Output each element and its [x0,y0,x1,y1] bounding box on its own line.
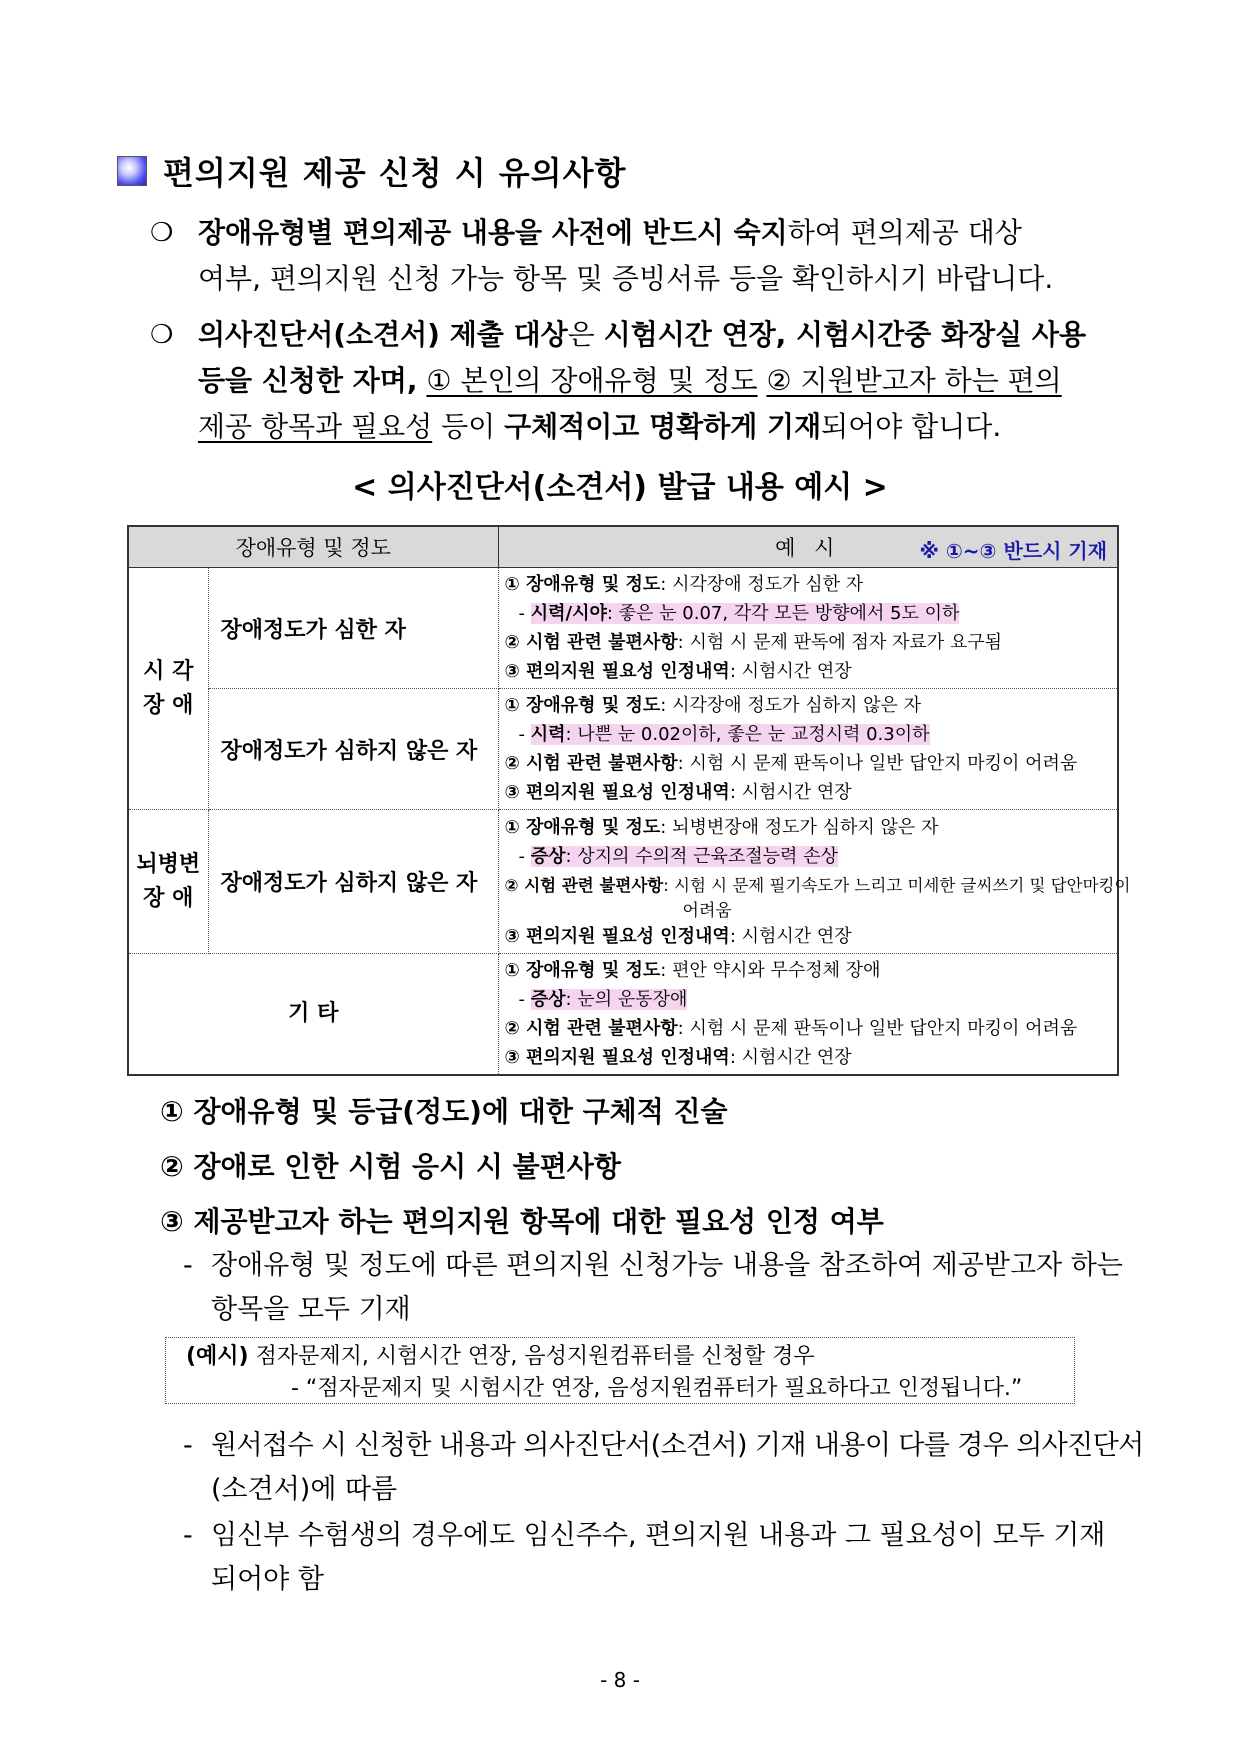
p2-rest1: 은 [567,318,604,351]
p2-bold1: 의사진단서(소견서) 제출 대상 [198,318,568,351]
r2-l2-text: : 나쁜 눈 0.02이하, 좋은 눈 교정시력 0.3이하 [565,724,930,745]
category-visual-line1: 시 각 [143,658,194,684]
category-brain-line2: 장 애 [143,885,194,911]
square-bullet-icon [117,156,147,186]
header-note: ※ ①~③ 반드시 기재 [919,539,1108,563]
r2-l3-text: : 시험 시 문제 판독이나 일반 답안지 마킹이 어려움 [677,753,1078,774]
detail-visual-mild [498,689,1118,810]
r1-l2-dash: - [518,603,531,624]
r3-l3-label: ② 시험 관련 불편사항 [504,875,664,895]
r4-l4-label: ③ 편의지원 필요성 인정내역 [504,1047,730,1068]
r2-l4-text: : 시험시간 연장 [729,782,852,803]
r4-l4-text: : 시험시간 연장 [729,1047,852,1068]
paragraph-1 [150,210,1130,302]
dash2-line2: (소견서)에 따름 [211,1474,398,1505]
p2-underline2b: 제공 항목과 필요성 [198,410,433,443]
r2-l4-label: ③ 편의지원 필요성 인정내역 [504,782,730,803]
example-title: < 의사진단서(소견서) 발급 내용 예시 > [352,470,888,505]
r3-l2-text: : 상지의 수의적 근육조절능력 손상 [565,845,838,867]
category-visual [128,568,208,810]
r3-l4-label: ③ 편의지원 필요성 인정내역 [504,925,730,947]
section-title [117,148,626,194]
degree-mild: 장애정도가 심하지 않은 자 [208,689,498,810]
p1-rest: 하여 편의제공 대상 [787,216,1022,249]
table-row [128,954,1118,1076]
example-box [165,1337,1075,1404]
p2-rest2: 등이 [432,410,505,443]
dash-mark: - [183,1520,193,1551]
r1-l4-label: ③ 편의지원 필요성 인정내역 [504,661,730,682]
item-2: ② 장애로 인한 시험 응시 시 불편사항 [160,1150,621,1183]
dash-item-2 [183,1424,1144,1512]
dash-item-1 [183,1244,1133,1332]
dash3-line2: 되어야 함 [211,1564,324,1595]
category-other: 기 타 [128,954,498,1076]
p1-line2: 여부, 편의지원 신청 가능 항목 및 증빙서류 등을 확인하시기 바랍니다. [198,262,1054,295]
r4-l3-label: ② 시험 관련 불편사항 [504,1018,678,1039]
circle-bullet-icon: ❍ [150,320,174,350]
r3-l2-label: 증상 [530,845,566,867]
p2-bold3: 등을 신청한 자며, [198,364,418,397]
example-box-line2: - “점자문제지 및 시험시간 연장, 음성지원컴퓨터가 필요하다고 인정됩니다.” [291,1376,1023,1401]
r2-l1-label: ① 장애유형 및 정도 [504,695,661,716]
r4-l2-text: : 눈의 운동장애 [565,989,688,1010]
table-header-row [128,526,1118,568]
header-example-label: 예 시 [775,536,841,560]
r3-l3-cont: 어려움 [682,900,732,921]
dash-mark: - [183,1250,193,1281]
example-box-label: (예시) [186,1344,249,1369]
page-number: - 8 - [600,1668,640,1692]
r4-l3-text: : 시험 시 문제 판독이나 일반 답안지 마킹이 어려움 [677,1018,1078,1039]
detail-visual-severe [498,568,1118,689]
p2-bold2: 시험시간 연장, 시험시간중 화장실 사용 [603,318,1087,351]
dash1-line2: 항목을 모두 기재 [211,1294,411,1325]
header-type-degree: 장애유형 및 정도 [128,526,498,568]
p2-bold4: 구체적이고 명확하게 기재 [504,410,822,443]
header-example [498,526,1118,568]
table-row [128,568,1118,689]
r2-l2-dash: - [518,724,531,745]
r3-l2-dash: - [518,845,531,867]
p2-rest3: 되어야 합니다. [821,410,1002,443]
r1-l3-text: : 시험 시 문제 판독에 점자 자료가 요구됨 [677,632,1002,653]
r3-l1-text: : 뇌병변장애 정도가 심하지 않은 자 [660,816,939,838]
r1-l2-label: 시력/시야 [530,603,607,624]
dash2-line1: 원서접수 시 신청한 내용과 의사진단서(소견서) 기재 내용이 다를 경우 의사진단서 [211,1430,1144,1461]
r4-l1-text: : 편안 약시와 무수정체 장애 [660,960,881,981]
r3-l1-label: ① 장애유형 및 정도 [504,816,661,838]
dash-item-3 [183,1514,1133,1602]
dash-mark: - [183,1430,193,1461]
r3-l4-text: : 시험시간 연장 [729,925,852,947]
item-1: ① 장애유형 및 등급(정도)에 대한 구체적 진술 [160,1095,728,1128]
r2-l2-label: 시력 [530,724,566,745]
p2-underline1: ① 본인의 장애유형 및 정도 [426,364,758,397]
r3-l3-text: : 시험 시 문제 필기속도가 느리고 미세한 글씨쓰기 및 답안마킹이 [663,875,1131,895]
item-3: ③ 제공받고자 하는 편의지원 항목에 대한 필요성 인정 여부 [160,1205,884,1238]
r2-l3-label: ② 시험 관련 불편사항 [504,753,678,774]
dash1-line1: 장애유형 및 정도에 따른 편의지원 신청가능 내용을 참조하여 제공받고자 하는 [211,1250,1123,1281]
r4-l1-label: ① 장애유형 및 정도 [504,960,661,981]
detail-other [498,954,1118,1076]
detail-brain [498,810,1131,954]
table-row [128,689,1118,810]
degree-brain: 장애정도가 심하지 않은 자 [208,810,498,954]
category-brain-line1: 뇌병변 [136,851,201,877]
r1-l3-label: ② 시험 관련 불편사항 [504,632,678,653]
table-row [128,810,1118,954]
r2-l1-text: : 시각장애 정도가 심하지 않은 자 [660,695,921,716]
category-visual-line2: 장 애 [143,692,194,718]
r1-l4-text: : 시험시간 연장 [729,661,852,682]
section-title-text: 편의지원 제공 신청 시 유의사항 [163,154,627,192]
p2-underline2: ② 지원받고자 하는 편의 [766,364,1062,397]
category-brain [128,810,208,954]
r1-l1-label: ① 장애유형 및 정도 [504,574,661,595]
r4-l2-label: 증상 [530,989,566,1010]
r4-l2-dash: - [518,989,531,1010]
degree-severe: 장애정도가 심한 자 [208,568,498,689]
paragraph-2 [150,312,1130,450]
dash3-line1: 임신부 수험생의 경우에도 임신주수, 편의지원 내용과 그 필요성이 모두 기재 [211,1520,1106,1551]
example-table [127,525,1131,1076]
example-box-line1: 점자문제지, 시험시간 연장, 음성지원컴퓨터를 신청할 경우 [248,1344,815,1369]
p1-bold: 장애유형별 편의제공 내용을 사전에 반드시 숙지 [198,216,788,249]
r1-l2-text: : 좋은 눈 0.07, 각각 모든 방향에서 5도 이하 [606,603,960,624]
circle-bullet-icon: ❍ [150,218,174,248]
r1-l1-text: : 시각장애 정도가 심한 자 [660,574,864,595]
